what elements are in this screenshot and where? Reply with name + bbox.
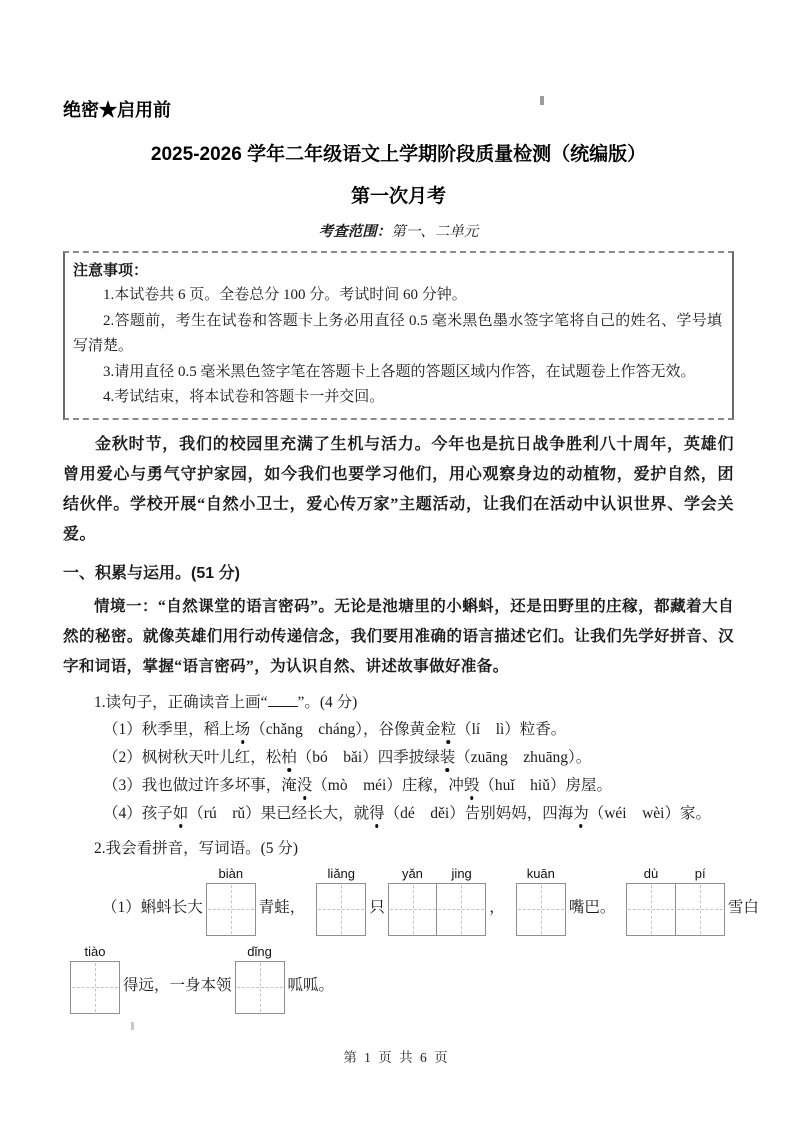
line-text: 只 bbox=[369, 898, 385, 916]
pinyin-label: liǎng bbox=[327, 865, 356, 881]
intro-paragraph: 金秋时节，我们的校园里充满了生机与活力。今年也是抗日战争胜利八十周年，英雄们曾用爱心与勇气守护家园，如今我们也要学习他们，用心观察身边的动植物，爱护自然，团结伙伴。学校开展“自然小卫士，爱心传万家”主题活动，让我们在活动中认识世界、学会关爱。 bbox=[63, 435, 734, 543]
writing-grid-dupi bbox=[626, 867, 725, 936]
scope-value: 第一、二单元 bbox=[391, 224, 479, 240]
pinyin-label: biàn bbox=[218, 865, 244, 881]
writing-grid-yanjing bbox=[388, 867, 487, 936]
scan-artifact bbox=[131, 1022, 134, 1030]
exam-subtitle: 第一次月考 bbox=[350, 186, 446, 207]
classification-label: 绝密★启用前 bbox=[63, 100, 171, 120]
q1-item-4 bbox=[63, 800, 734, 828]
writing-cell[interactable] bbox=[516, 883, 566, 936]
dotted-character: 粒 bbox=[440, 720, 457, 738]
notice-item-1: 1.本试卷共 6 页。全卷总分 100 分。考试时间 60 分钟。 bbox=[103, 287, 467, 303]
dotted-character: 场 bbox=[234, 720, 251, 738]
q1-item-3 bbox=[63, 772, 734, 800]
writing-cell[interactable] bbox=[235, 961, 285, 1014]
writing-cell[interactable] bbox=[675, 883, 725, 936]
pinyin-label: kuān bbox=[526, 865, 555, 881]
dotted-character: 得 bbox=[369, 804, 385, 822]
item-text: （3）我也做过许多坏事，淹 bbox=[103, 776, 297, 794]
notice-item-2: 2.答题前，考生在试卷和答题卡上务必用直径 0.5 毫米黑色墨水签字笔将自己的姓名、学号填写清楚。 bbox=[73, 312, 722, 354]
line-text: 嘴巴。 bbox=[568, 898, 616, 916]
line-text: ， bbox=[489, 898, 505, 916]
section-1-heading: 一、积累与运用。(51 分) bbox=[63, 564, 240, 582]
writing-grid-ding bbox=[235, 945, 285, 1014]
dotted-character: 如 bbox=[172, 804, 189, 822]
item-text: （lí lì）粒香。 bbox=[456, 720, 567, 738]
q1-answer-blank[interactable] bbox=[268, 694, 298, 707]
item-text: （4）孩子 bbox=[103, 804, 173, 822]
notice-box bbox=[63, 251, 734, 420]
line-text: 青蛙， bbox=[258, 898, 306, 916]
dotted-character: 柏 bbox=[281, 748, 297, 766]
pinyin-label: pí bbox=[694, 865, 706, 881]
writing-cell[interactable] bbox=[626, 883, 676, 936]
writing-grid-tiao bbox=[70, 945, 120, 1014]
question-1-stem bbox=[63, 690, 734, 716]
item-text: （dé děi）告别妈妈，四海 bbox=[384, 804, 574, 822]
q2-writing-line-1 bbox=[63, 865, 759, 936]
q1-stem-text-pre: 1.读句子，正确读音上画“ bbox=[94, 693, 268, 711]
pinyin-label: tiào bbox=[84, 943, 106, 959]
q1-stem-text-post: ”。(4 分) bbox=[297, 693, 358, 711]
notice-heading: 注意事项： bbox=[73, 262, 149, 279]
pinyin-label: dù bbox=[643, 865, 659, 881]
dotted-character: 毁 bbox=[463, 776, 480, 794]
q1-item-1 bbox=[63, 716, 734, 744]
q2-writing-line-2 bbox=[63, 945, 734, 1014]
line-text: 雪白 bbox=[727, 898, 759, 916]
scenario-1-paragraph: 情境一：“自然课堂的语言密码”。无论是池塘里的小蝌蚪，还是田野里的庄稼，都藏着大自然的秘密。就像英雄们用行动传递信念，我们要用准确的语言描述它们。让我们先学好拼音、汉字和词语，掌握“语言密码”，为认识自然、讲述故事做好准备。 bbox=[63, 597, 734, 675]
dotted-character: 没 bbox=[296, 776, 313, 794]
item-text: （wéi wèi）家。 bbox=[588, 804, 711, 822]
writing-cell[interactable] bbox=[388, 883, 438, 936]
item-text: （1）秋季里，稻上 bbox=[103, 720, 235, 738]
item-text: （2）枫树秋天叶儿红，松 bbox=[103, 748, 282, 766]
exam-scope-line bbox=[63, 220, 734, 241]
writing-cell[interactable] bbox=[206, 883, 256, 936]
item-text: （huǐ hiǔ）房屋。 bbox=[479, 776, 612, 794]
line-text: 呱呱。 bbox=[287, 976, 335, 994]
scope-label: 考查范围： bbox=[318, 224, 392, 240]
exam-title: 2025-2026 学年二年级语文上学期阶段质量检测（统编版） bbox=[150, 144, 647, 165]
writing-grid-bian bbox=[206, 867, 256, 936]
pinyin-label: dǐng bbox=[247, 943, 272, 959]
notice-item-3: 3.请用直径 0.5 毫米黑色签字笔在答题卡上各题的答题区域内作答，在试题卷上作答无效。 bbox=[103, 363, 696, 380]
item-text: （mò méi）庄稼，冲 bbox=[312, 776, 464, 794]
notice-item-4: 4.考试结束，将本试卷和答题卡一并交回。 bbox=[103, 389, 385, 405]
scan-artifact bbox=[540, 96, 544, 105]
writing-cell[interactable] bbox=[436, 883, 486, 936]
q1-item-2 bbox=[63, 744, 734, 772]
question-2-stem: 2.我会看拼音，写词语。(5 分) bbox=[94, 839, 299, 857]
writing-grid-liang bbox=[316, 867, 366, 936]
line-text: （1）蝌蚪长大 bbox=[102, 898, 203, 916]
page-number: 第 1 页 共 6 页 bbox=[343, 1050, 450, 1065]
dotted-character: 装 bbox=[439, 748, 456, 766]
pinyin-label: yǎn bbox=[401, 865, 423, 881]
dotted-character: 为 bbox=[573, 804, 589, 822]
item-text: （chǎng cháng），谷像黄金 bbox=[250, 720, 441, 738]
line-text: 得远，一身本领 bbox=[123, 976, 232, 994]
item-text: （rú rǔ）果已经长大，就 bbox=[188, 804, 370, 822]
writing-grid-kuan bbox=[516, 867, 566, 936]
pinyin-label: jing bbox=[451, 865, 472, 881]
writing-cell[interactable] bbox=[70, 961, 120, 1014]
writing-cell[interactable] bbox=[316, 883, 366, 936]
item-text: （zuāng zhuāng）。 bbox=[455, 748, 592, 766]
item-text: （bó bǎi）四季披绿 bbox=[296, 748, 440, 766]
